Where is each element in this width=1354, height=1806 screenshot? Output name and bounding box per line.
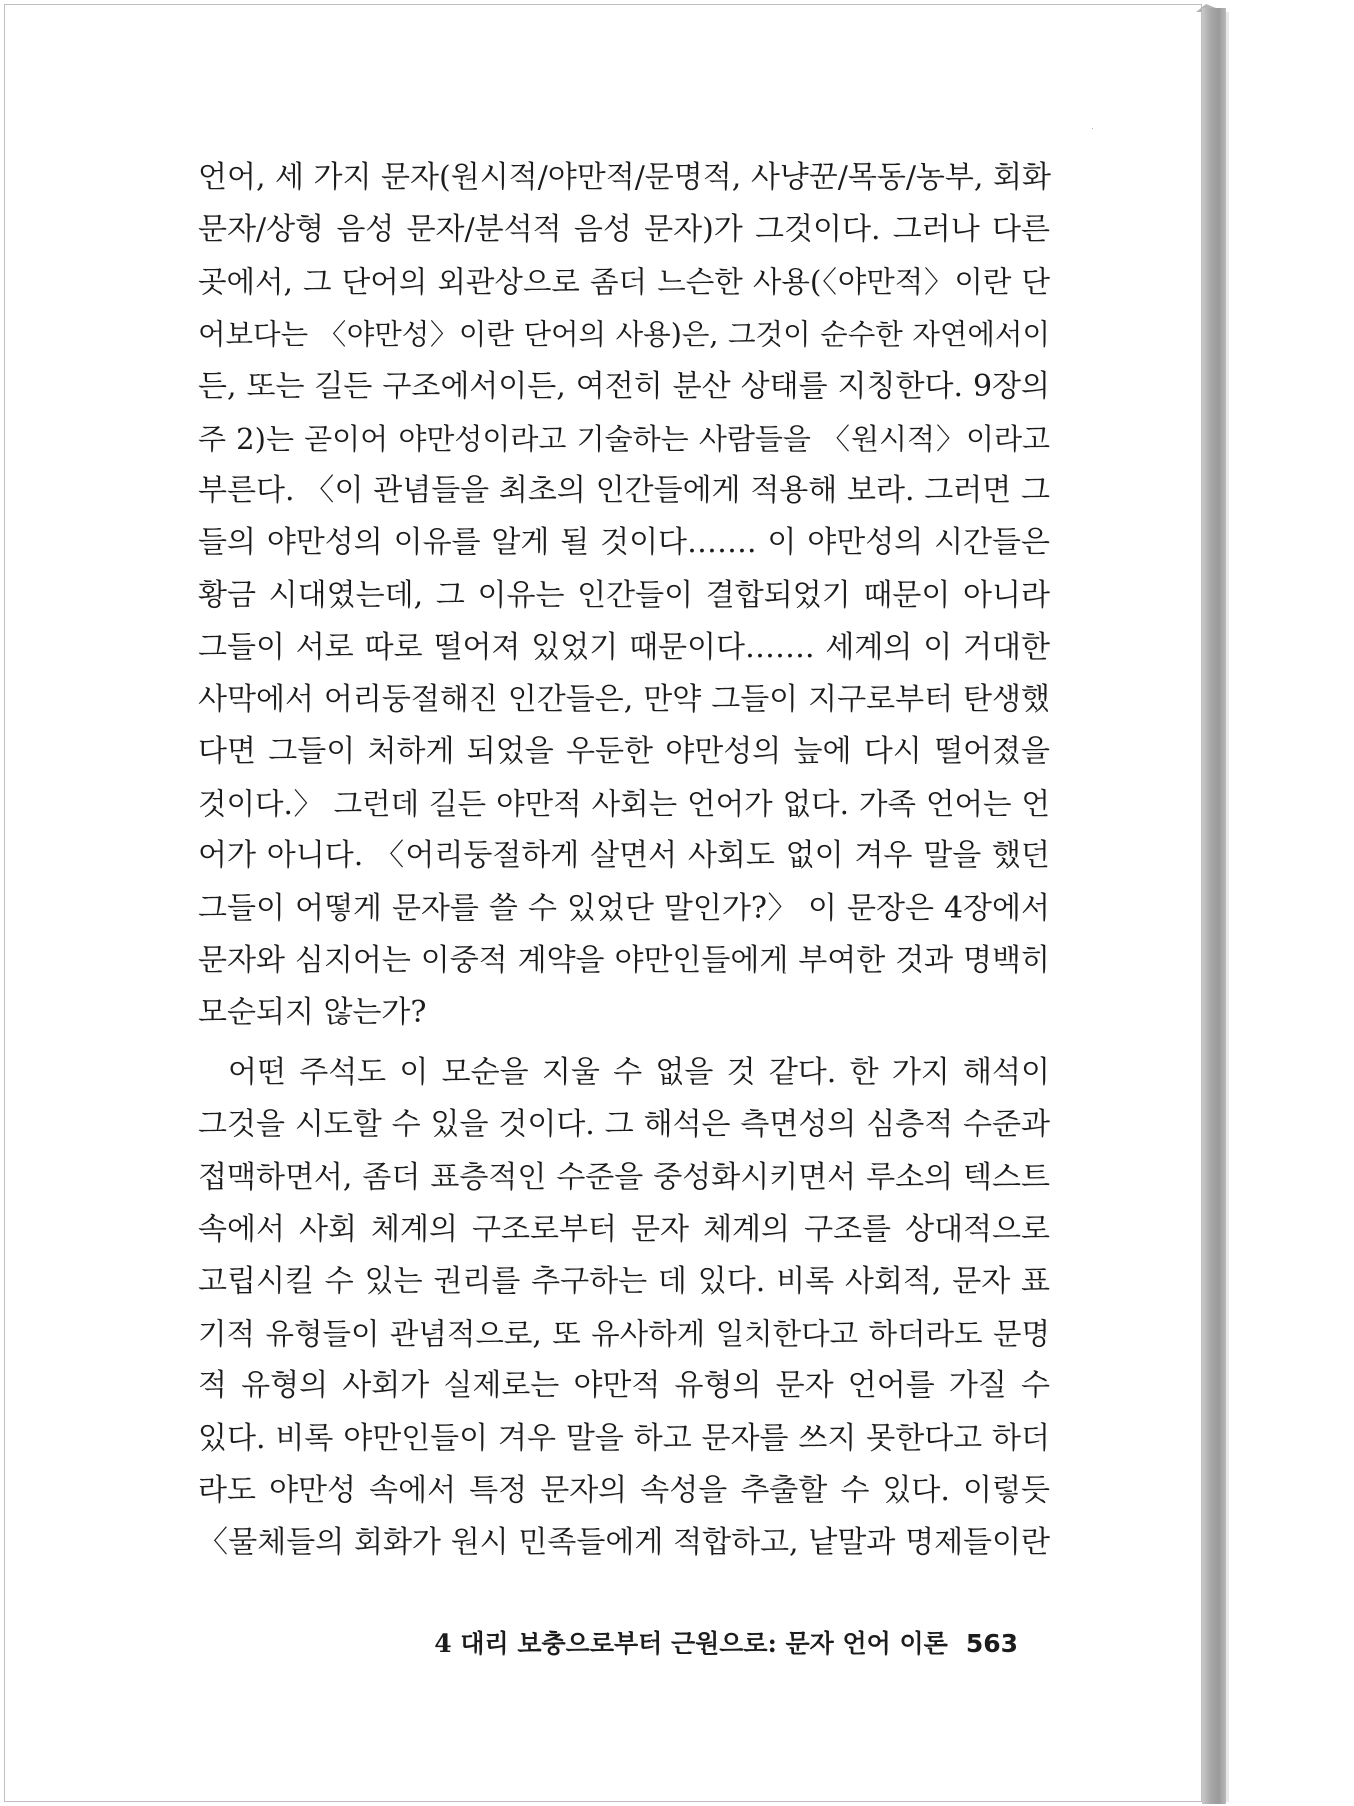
text-line: 다면 그들이 처하게 되었을 우둔한 야만성의 늪에 다시 떨어졌을 [198,734,1050,770]
page-footer [0,1624,1018,1660]
page-edge-shadow [1226,12,1229,1802]
text-line: 주 2)는 곧이어 야만성이라고 기술하는 사람들을 〈원시적〉이라고 [198,421,1050,456]
scan-speck [1092,128,1093,129]
text-line: 고립시킬 수 있는 권리를 추구하는 데 있다. 비록 사회적, 문자 표 [198,1263,1050,1299]
text-line: 든, 또는 길든 구조에서이든, 여전히 분산 상태를 지칭한다. 9장의 [198,368,1050,404]
text-line: 〈물체들의 회화가 원시 민족들에게 적합하고, 낱말과 명제들이란 [198,1524,1050,1560]
text-line: 기적 유형들이 관념적으로, 또 유사하게 일치한다고 하더라도 문명 [198,1317,1050,1352]
text-line: 어가 아니다. 〈어리둥절하게 살면서 사회도 없이 겨우 말을 했던 [198,838,1050,874]
text-line: 문자와 심지어는 이중적 계약을 야만인들에게 부여한 것과 명백히 [198,942,1050,978]
paragraph-end-line: 모순되지 않는가? [198,995,427,1030]
text-line: 접맥하면서, 좀더 표층적인 수준을 중성화시키면서 루소의 텍스트 [198,1159,1050,1195]
text-line: 그들이 서로 따로 떨어져 있었기 때문이다……. 세계의 이 거대한 [198,629,1050,665]
text-line: 곳에서, 그 단어의 외관상으로 좀더 느슨한 사용(〈야만적〉이란 단 [198,265,1050,300]
running-title: 4 대리 보충으로부터 근원으로: 문자 언어 이론 [434,1629,948,1658]
text-line: 어보다는 〈야만성〉이란 단어의 사용)은, 그것이 순수한 자연에서이 [198,317,1050,351]
text-line: 것이다.〉 그런데 길든 야만적 사회는 언어가 없다. 가족 언어는 언 [198,787,1050,822]
page-number: 563 [965,1629,1018,1658]
text-line: 있다. 비록 야만인들이 겨우 말을 하고 문자를 쓰지 못한다고 하더 [198,1420,1050,1456]
text-line: 황금 시대였는데, 그 이유는 인간들이 결합되었기 때문이 아니라 [198,577,1050,613]
text-line: 적 유형의 사회가 실제로는 야만적 유형의 문자 언어를 가질 수 [198,1368,1050,1404]
text-line: 라도 야만성 속에서 특정 문자의 속성을 추출할 수 있다. 이렇듯 [198,1472,1050,1508]
text-line: 그들이 어떻게 문자를 쓸 수 있었단 말인가?〉 이 문장은 4장에서 [198,890,1050,926]
text-line: 사막에서 어리둥절해진 인간들은, 만약 그들이 지구로부터 탄생했 [198,681,1050,717]
text-line: 들의 야만성의 이유를 알게 될 것이다……. 이 야만성의 시간들은 [198,525,1050,561]
text-line: 언어, 세 가지 문자(원시적/야만적/문명적, 사냥꾼/목동/농부, 회화 [198,160,1051,195]
page-stack-edge [1202,8,1226,1804]
body-text [198,152,1050,1569]
paragraph-first-line: 어떤 주석도 이 모순을 지울 수 없을 것 같다. 한 가지 해석이 [228,1055,1050,1091]
text-line: 속에서 사회 체계의 구조로부터 문자 체계의 구조를 상대적으로 [198,1211,1050,1247]
text-line: 부른다. 〈이 관념들을 최초의 인간들에게 적용해 보라. 그러면 그 [198,473,1050,509]
text-line: 문자/상형 음성 문자/분석적 음성 문자)가 그것이다. 그러나 다른 [198,212,1050,248]
text-line: 그것을 시도할 수 있을 것이다. 그 해석은 측면성의 심층적 수준과 [198,1107,1050,1143]
